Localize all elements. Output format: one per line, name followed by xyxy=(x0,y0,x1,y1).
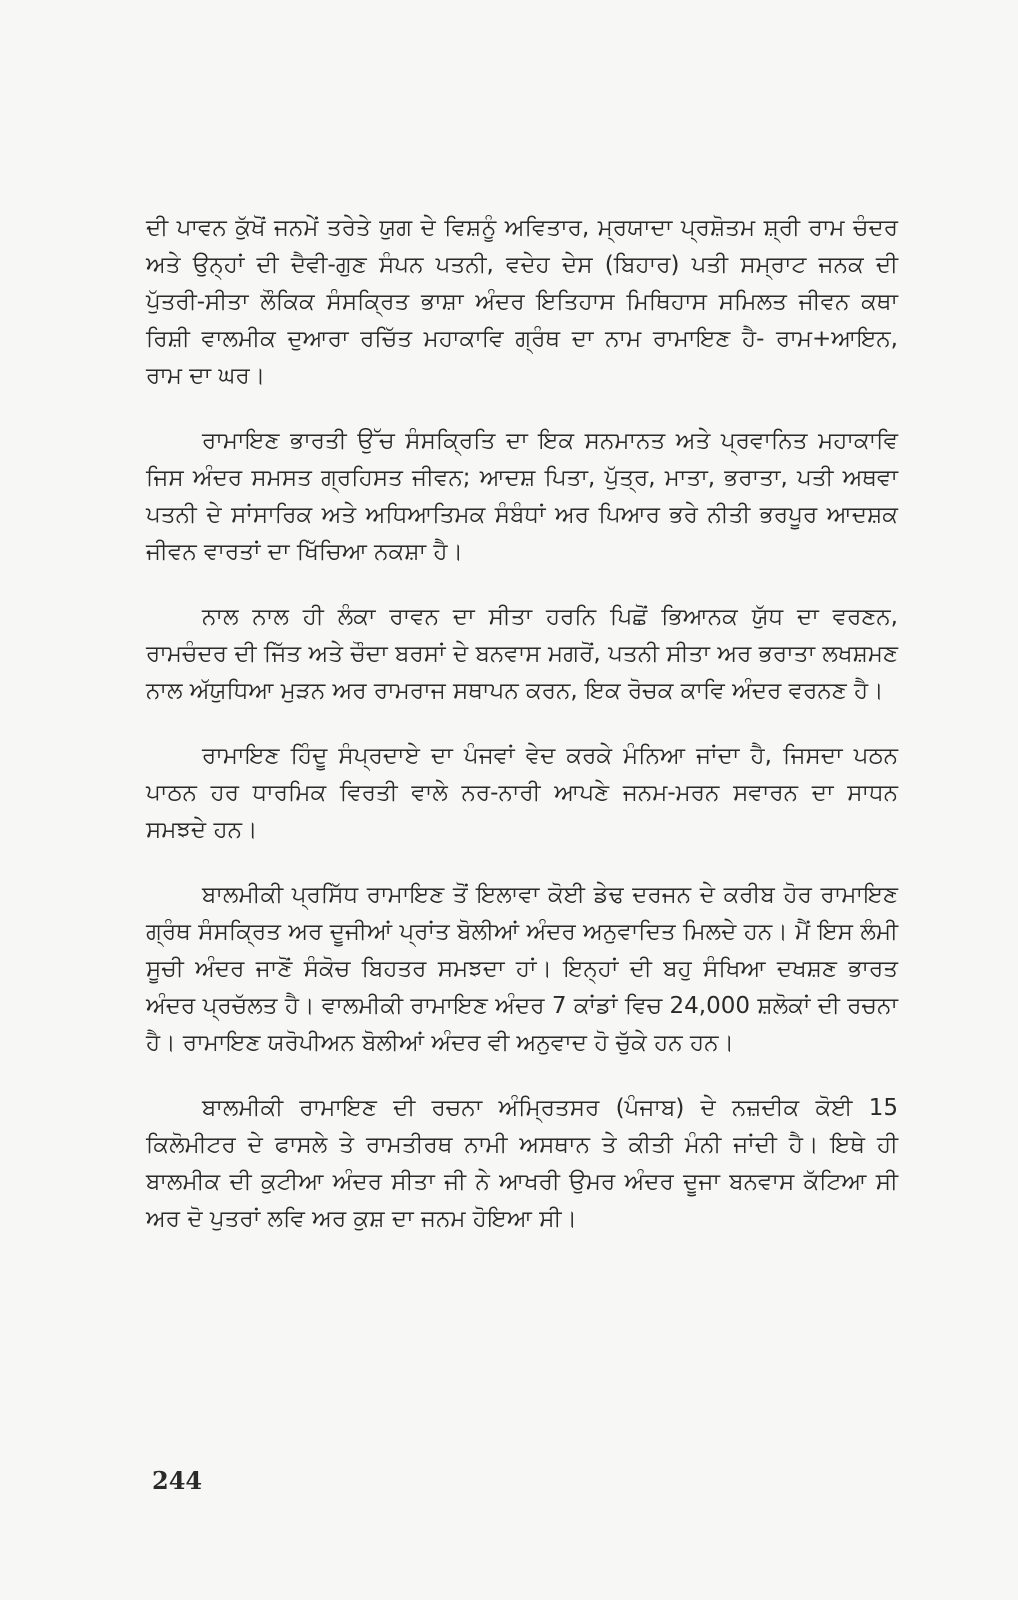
paragraph-2: ਰਾਮਾਇਣ ਭਾਰਤੀ ਉੱਚ ਸੰਸਕ੍ਰਿਤਿ ਦਾ ਇਕ ਸਨਮਾਨਤ ਅਤੇ ਪ੍ਰਵਾਨਿਤ ਮਹਾਕਾਵਿ ਜਿਸ ਅੰਦਰ ਸਮਸਤ ਗ੍ਰਹਿਸਤ ਜੀਵਨ; ਆਦਸ਼ ਪਿਤਾ, ਪੁੱਤ੍ਰ, ਮਾਤਾ, ਭਰਾਤਾ, ਪਤੀ ਅਥਵਾ ਪਤਨੀ ਦੇ ਸਾਂਸਾਰਿਕ ਅਤੇ ਅਧਿਆਤਿਮਕ ਸੰਬੰਧਾਂ ਅਰ ਪਿਆਰ ਭਰੇ ਨੀਤੀ ਭਰਪੂਰ ਆਦਸ਼ਕ ਜੀਵਨ ਵਾਰਤਾਂ ਦਾ ਖਿੱਚਿਆ ਨਕਸ਼ਾ ਹੈ। xyxy=(146,428,898,565)
paragraph-5: ਬਾਲਮੀਕੀ ਪ੍ਰਸਿੱਧ ਰਾਮਾਇਣ ਤੋਂ ਇਲਾਵਾ ਕੋਈ ਡੇਢ ਦਰਜਨ ਦੇ ਕਰੀਬ ਹੋਰ ਰਾਮਾਇਣ ਗ੍ਰੰਥ ਸੰਸਕ੍ਰਿਤ ਅਰ ਦੂਜੀਆਂ ਪ੍ਰਾਂਤ ਬੋਲੀਆਂ ਅੰਦਰ ਅਨੁਵਾਦਿਤ ਮਿਲਦੇ ਹਨ। ਮੈਂ ਇਸ ਲੰਮੀ ਸੂਚੀ ਅੰਦਰ ਜਾਣੋਂ ਸੰਕੋਚ ਬਿਹਤਰ ਸਮਝਦਾ ਹਾਂ। ਇਨ੍ਹਾਂ ਦੀ ਬਹੁ ਸੰਖਿਆ ਦਖਸ਼ਣ ਭਾਰਤ ਅੰਦਰ ਪ੍ਰਚੱਲਤ ਹੈ। ਵਾਲਮੀਕੀ ਰਾਮਾਇਣ ਅੰਦਰ 7 ਕਾਂਡਾਂ ਵਿਚ 24,000 ਸ਼ਲੋਕਾਂ ਦੀ ਰਚਨਾ ਹੈ। ਰਾਮਾਇਣ ਯਰੋਪੀਅਨ ਬੋਲੀਆਂ ਅੰਦਰ ਵੀ ਅਨੁਵਾਦ ਹੋ ਚੁੱਕੇ ਹਨ ਹਨ। xyxy=(146,882,898,1056)
paragraph-6: ਬਾਲਮੀਕੀ ਰਾਮਾਇਣ ਦੀ ਰਚਨਾ ਅੰਮ੍ਰਿਤਸਰ (ਪੰਜਾਬ) ਦੇ ਨਜ਼ਦੀਕ ਕੋਈ 15 ਕਿਲੋਮੀਟਰ ਦੇ ਫਾਸਲੇ ਤੇ ਰਾਮਤੀਰਥ ਨਾਮੀ ਅਸਥਾਨ ਤੇ ਕੀਤੀ ਮੰਨੀ ਜਾਂਦੀ ਹੈ। ਇਥੇ ਹੀ ਬਾਲਮੀਕ ਦੀ ਕੁਟੀਆ ਅੰਦਰ ਸੀਤਾ ਜੀ ਨੇ ਆਖਰੀ ਉਮਰ ਅੰਦਰ ਦੂਜਾ ਬਨਵਾਸ ਕੱਟਿਆ ਸੀ ਅਰ ਦੋ ਪੁਤਰਾਂ ਲਵਿ ਅਰ ਕੁਸ਼ ਦਾ ਜਨਮ ਹੋਇਆ ਸੀ। xyxy=(146,1095,898,1232)
body-text xyxy=(146,210,898,1266)
paragraph-3: ਨਾਲ ਨਾਲ ਹੀ ਲੰਕਾ ਰਾਵਨ ਦਾ ਸੀਤਾ ਹਰਨਿ ਪਿਛੋਂ ਭਿਆਨਕ ਯੁੱਧ ਦਾ ਵਰਣਨ, ਰਾਮਚੰਦਰ ਦੀ ਜਿੱਤ ਅਤੇ ਚੌਦਾ ਬਰਸਾਂ ਦੇ ਬਨਵਾਸ ਮਗਰੋਂ, ਪਤਨੀ ਸੀਤਾ ਅਰ ਭਰਾਤਾ ਲਖਸ਼ਮਣ ਨਾਲ ਅੱਯੁਧਿਆ ਮੁੜਨ ਅਰ ਰਾਮਰਾਜ ਸਥਾਪਨ ਕਰਨ, ਇਕ ਰੋਚਕ ਕਾਵਿ ਅੰਦਰ ਵਰਨਣ ਹੈ। xyxy=(146,604,898,704)
paragraph-4: ਰਾਮਾਇਣ ਹਿੰਦੂ ਸੰਪ੍ਰਦਾਏ ਦਾ ਪੰਜਵਾਂ ਵੇਦ ਕਰਕੇ ਮੰਨਿਆ ਜਾਂਦਾ ਹੈ, ਜਿਸਦਾ ਪਠਨ ਪਾਠਨ ਹਰ ਧਾਰਮਿਕ ਵਿਰਤੀ ਵਾਲੇ ਨਰ-ਨਾਰੀ ਆਪਣੇ ਜਨਮ-ਮਰਨ ਸਵਾਰਨ ਦਾ ਸਾਧਨ ਸਮਝਦੇ ਹਨ। xyxy=(146,743,898,843)
paragraph-1: ਦੀ ਪਾਵਨ ਕੁੱਖੋਂ ਜਨਮੇਂ ਤਰੇਤੇ ਯੁਗ ਦੇ ਵਿਸ਼ਨੂੰ ਅਵਿਤਾਰ, ਮ੍ਰਯਾਦਾ ਪ੍ਰਸ਼ੋਤਮ ਸ਼੍ਰੀ ਰਾਮ ਚੰਦਰ ਅਤੇ ਉਨ੍ਹਾਂ ਦੀ ਦੈਵੀ-ਗੁਣ ਸੰਪਨ ਪਤਨੀ, ਵਦੇਹ ਦੇਸ (ਬਿਹਾਰ) ਪਤੀ ਸਮ੍ਰਾਟ ਜਨਕ ਦੀ ਪੁੱਤਰੀ-ਸੀਤਾ ਲੌਕਿਕ ਸੰਸਕ੍ਰਿਤ ਭਾਸ਼ਾ ਅੰਦਰ ਇਤਿਹਾਸ ਮਿਥਿਹਾਸ ਸਮਿਲਤ ਜੀਵਨ ਕਥਾ ਰਿਸ਼ੀ ਵਾਲਮੀਕ ਦੁਆਰਾ ਰਚਿੱਤ ਮਹਾਕਾਵਿ ਗ੍ਰੰਥ ਦਾ ਨਾਮ ਰਾਮਾਇਣ ਹੈ- ਰਾਮ+ਆਇਨ, ਰਾਮ ਦਾ ਘਰ। xyxy=(146,215,898,389)
page-number: 244 xyxy=(152,1466,203,1495)
